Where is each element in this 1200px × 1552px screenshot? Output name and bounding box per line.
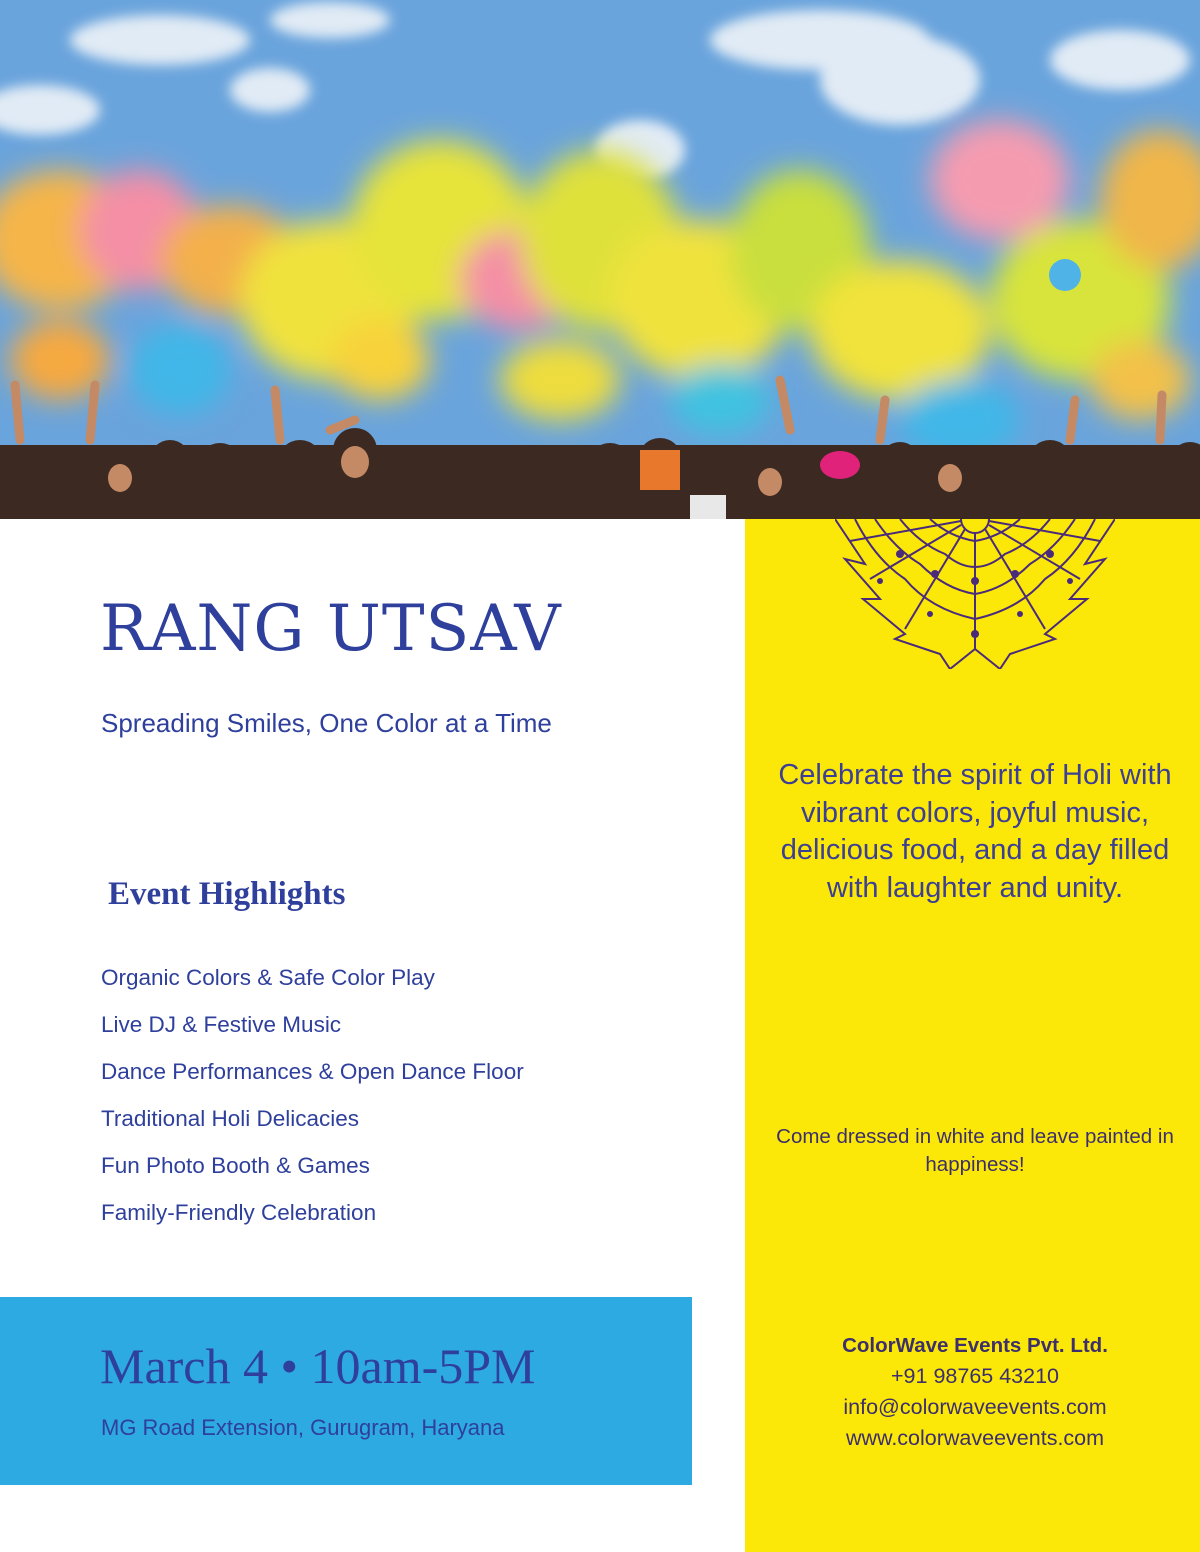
highlight-item: Traditional Holi Delicacies xyxy=(101,1106,360,1131)
highlights-list xyxy=(101,962,524,1244)
date-band xyxy=(0,1297,692,1485)
highlights-heading: Event Highlights xyxy=(108,876,346,912)
event-tagline: Spreading Smiles, One Color at a Time xyxy=(101,708,552,738)
highlight-item: Organic Colors & Safe Color Play xyxy=(101,965,435,990)
contact-email[interactable]: info@colorwaveevents.com xyxy=(843,1395,1107,1419)
company-name: ColorWave Events Pvt. Ltd. xyxy=(842,1334,1108,1357)
contact-phone: +91 98765 43210 xyxy=(891,1364,1059,1388)
contact-website[interactable]: www.colorwaveevents.com xyxy=(845,1426,1105,1450)
hero-photo xyxy=(0,0,1200,519)
hero-illustration xyxy=(0,0,1200,519)
mandala-ornament xyxy=(835,519,1115,669)
highlight-item: Live DJ & Festive Music xyxy=(101,1012,342,1037)
highlight-item: Family-Friendly Celebration xyxy=(101,1200,377,1225)
event-description: Celebrate the spirit of Holi with vibrant colors, joyful music, delicious food, and a day filled with laughter and unity. xyxy=(778,759,1172,904)
highlight-item: Fun Photo Booth & Games xyxy=(101,1153,370,1178)
contact-block xyxy=(775,1331,1175,1454)
highlight-item: Dance Performances & Open Dance Floor xyxy=(101,1059,524,1084)
event-location: MG Road Extension, Gurugram, Haryana xyxy=(101,1415,505,1440)
dress-code-note: Come dressed in white and leave painted in happiness! xyxy=(776,1125,1174,1176)
event-title: RANG UTSAV xyxy=(100,592,562,666)
event-date-time: March 4 • 10am-5PM xyxy=(100,1338,536,1394)
